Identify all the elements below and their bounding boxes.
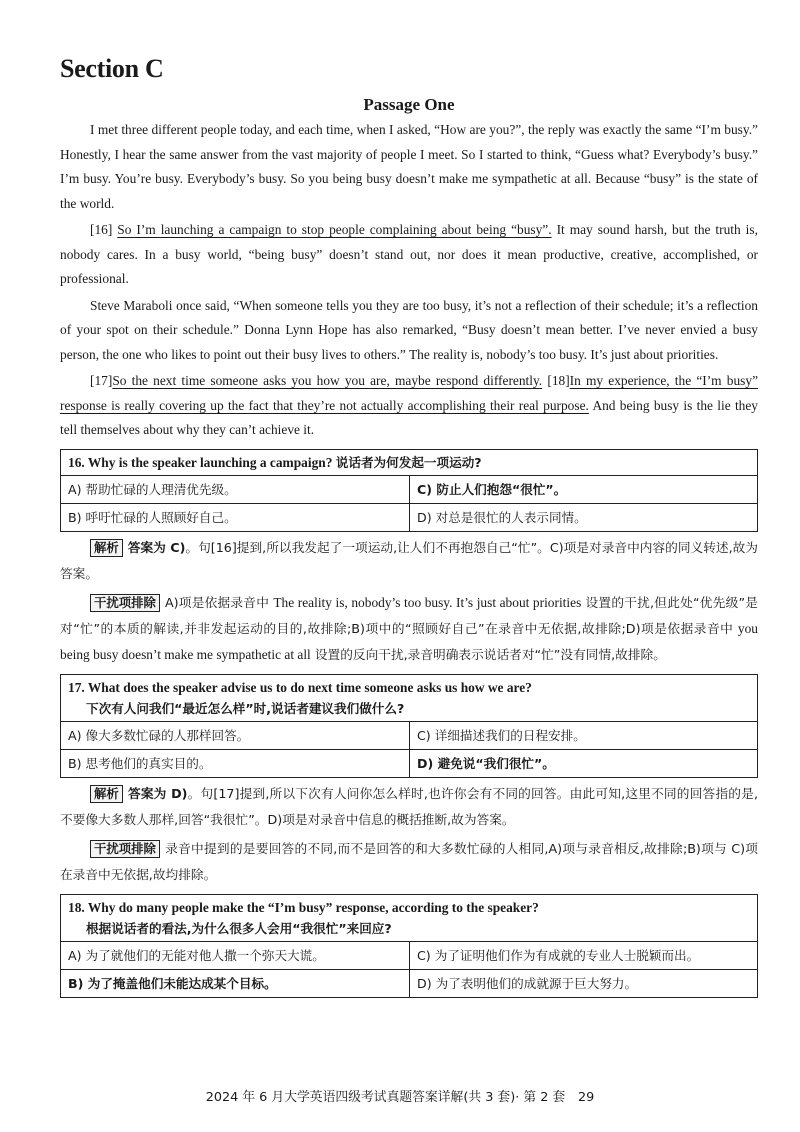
question-18-options-row-2 [61,970,757,997]
sentence-marker-16: [16] [90,222,113,237]
question-18-text-en: Why do many people make the “I’m busy” response, according to the speaker? [87,899,539,915]
question-18-options-row-1 [61,942,757,970]
distractor-tag: 干扰项排除 [90,840,160,858]
question-17-options-row-1 [61,722,757,750]
question-16-option-a: A) 帮助忙碌的人理清优先级。 [68,481,237,497]
question-18-header [61,895,757,942]
question-16-distractor-quote-2: you being busy doesn’t make me sympathetic at all [60,620,758,662]
underlined-sentence-18: In my experience, the “I’m busy” response is really covering up the fact that they’re not actually accomplishing their real purpose. [60,373,759,413]
question-16-text-zh: 说话者为何发起一项运动? [335,454,482,470]
question-18-option-c: C) 为了证明他们作为有成就的专业人士脱颖而出。 [409,942,757,969]
page-content [60,54,758,998]
question-17-analysis-text: 。句[17]提到,所以下次有人问你怎么样时,也许你会有不同的回答。由此可知,这里不同的回答指的是,不要像大多数人那样,回答“我很忙”。D)项是对录音中信息的概括推断,故为答案。 [60,785,758,827]
question-16-analysis-text: 。句[16]提到,所以我发起了一项运动,让人们不再抱怨自己“忙”。C)项是对录音中内容的同义转述,故为答案。 [60,539,758,581]
question-17-distractor-text: 录音中提到的是要回答的不同,而不是回答的和大多数忙碌的人相同,A)项与录音相反,故排除;B)项与 C)项在录音中无依据,故均排除。 [60,840,758,882]
question-16-number: 16. [68,454,85,470]
section-title: Section C [60,54,164,83]
paragraph-4-rest: And being busy is the lie they tell themselves about why they can’t achieve it. [60,397,758,437]
question-16-distractor-part-2: 设置的干扰,但此处“优先级”是对“忙”的本质的解读,并非发起运动的目的,故排除;B)项中的“照顾好自己”在录音中无依据,故排除;D)项是依据录音中 [60,594,758,636]
analysis-tag: 解析 [90,785,123,803]
passage-paragraph-2 [60,218,758,292]
question-16-option-b: B) 呼吁忙碌的人照顾好自己。 [68,509,237,525]
question-16-options-row-2 [61,504,757,531]
question-17-answer: 答案为 D) [127,785,188,801]
passage-paragraph-3: Steve Maraboli once said, “When someone tells you they are too busy, it’s not a reflection of their schedule; it’s a reflection of your spot on their schedule.” Donna Lynn Hope has also remarked, “Busy doesn’t mean better. I’ve never envied a busy person, the one who likes to point out their busy lives to others.” The reality is, nobody’s too busy. It’s just about priorities. [60,297,758,362]
underlined-sentence-17: So the next time someone asks you how you are, maybe respond differently. [112,373,543,388]
underlined-sentence-16: So I’m launching a campaign to stop people complaining about being “busy”. [117,222,552,237]
question-16-distractor-part-1: A)项是依据录音中 [164,594,270,610]
question-16-option-d: D) 对总是很忙的人表示同情。 [409,504,757,531]
question-16-box [60,449,758,532]
question-16-text-en: Why is the speaker launching a campaign? [87,454,333,470]
question-16-distractor-part-3: 设置的反向干扰,录音明确表示说话者对“忙”没有同情,故排除。 [314,646,666,662]
question-18-box [60,894,758,998]
sentence-marker-18: [18] [547,373,570,388]
page-footer: 2024 年 6 月大学英语四级考试真题答案详解(共 3 套)· 第 2 套 29 [205,1090,595,1105]
question-18-number: 18. [68,899,85,915]
question-16-header [61,450,757,476]
question-17-option-b: B) 思考他们的真实目的。 [68,755,212,771]
question-16-distractors [60,590,758,668]
passage-paragraph-4 [60,369,758,443]
question-17-option-a: A) 像大多数忙碌的人那样回答。 [68,727,250,743]
question-18-option-d: D) 为了表明他们的成就源于巨大努力。 [409,970,757,997]
question-18-option-b: B) 为了掩盖他们未能达成某个目标。 [68,975,277,991]
sentence-marker-17: [17] [90,373,113,388]
paragraph-2-rest: It may sound harsh, but the truth is, nobody cares. In a busy world, “being busy” doesn’t stand out, nor does it mean productive, creative, accomplished, or professional. [60,222,758,286]
question-17-text-en: What does the speaker advise us to do next time someone asks us how we are? [87,679,532,695]
question-17-option-c: C) 详细描述我们的日程安排。 [409,722,757,749]
question-18-option-a: A) 为了就他们的无能对他人撒一个弥天大谎。 [68,947,325,963]
question-18-text-zh: 根据说话者的看法,为什么很多人会用“我很忙”来回应? [86,920,392,936]
distractor-tag: 干扰项排除 [90,594,160,612]
passage-paragraph-1: I met three different people today, and each time, when I asked, “How are you?”, the reply was exactly the same “I’m busy.” Honestly, I hear the same answer from the vast majority of people I meet. So I started to think, “Guess what? Everybody’s busy.” I’m busy. You’re busy. Everybody’s busy. So you being busy doesn’t make me sympathetic at all. Because “busy” is the state of the world. [60,122,758,211]
question-16-options-row-1 [61,476,757,504]
question-16-option-c: C) 防止人们抱怨“很忙”。 [409,476,757,503]
passage-title: Passage One [363,95,455,114]
question-16-answer: 答案为 C) [127,539,186,555]
question-17-header [61,675,757,722]
question-17-options-row-2 [61,750,757,777]
question-17-number: 17. [68,679,85,695]
question-17-text-zh: 下次有人问我们“最近怎么样”时,说话者建议我们做什么? [86,700,405,716]
question-17-distractors [60,836,758,888]
question-16-analysis [60,535,758,587]
question-17-analysis [60,781,758,833]
question-16-distractor-quote-1: The reality is, nobody’s too busy. It’s just about priorities [273,594,582,610]
question-17-option-d: D) 避免说“我们很忙”。 [409,750,757,777]
question-17-box [60,674,758,778]
analysis-tag: 解析 [90,539,123,557]
